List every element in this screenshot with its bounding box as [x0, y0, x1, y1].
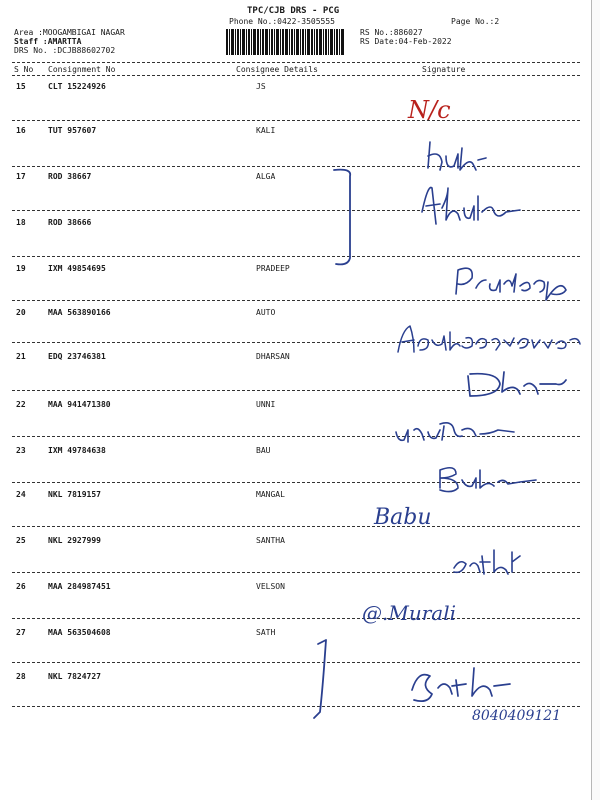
row-consignment: NKL 7824727 — [48, 672, 101, 681]
row-sno: 22 — [16, 400, 26, 409]
signature-21 — [468, 372, 566, 396]
row-sno: 20 — [16, 308, 26, 317]
row-consignment: EDQ 23746381 — [48, 352, 106, 361]
row-consignee: BAU — [256, 446, 271, 455]
col-header-consignee: Consignee Details — [236, 65, 318, 74]
row-sno: 27 — [16, 628, 26, 637]
row-consignment: MAA 284987451 — [48, 582, 111, 591]
signature-27-28 — [412, 668, 510, 701]
row-sno: 18 — [16, 218, 26, 227]
row-consignee: ALGA — [256, 172, 276, 181]
signature-25 — [454, 550, 520, 574]
page-edge-shadow — [591, 0, 600, 800]
row-sno: 26 — [16, 582, 26, 591]
row-sno: 15 — [16, 82, 26, 91]
row-consignment: MAA 941471380 — [48, 400, 111, 409]
signature-murali: @.Murali — [362, 601, 456, 625]
row-sno: 25 — [16, 536, 26, 545]
row-consignee: KALI — [256, 126, 276, 135]
row-consignee: SATH — [256, 628, 276, 637]
signature-17-18 — [422, 188, 520, 225]
phone-number: Phone No.:0422-3505555 — [229, 17, 335, 26]
row-consignment: ROD 38667 — [48, 172, 92, 181]
signature-22 — [396, 423, 514, 442]
row-consignee: VELSON — [256, 582, 285, 591]
row-consignee: DHARSAN — [256, 352, 290, 361]
col-header-sno: S No — [14, 65, 34, 74]
row-consignee: UNNI — [256, 400, 276, 409]
row-sno: 19 — [16, 264, 26, 273]
document-title: TPC/CJB DRS - PCG — [247, 6, 340, 16]
row-sno: 28 — [16, 672, 26, 681]
row-consignment: ROD 38666 — [48, 218, 92, 227]
row-sno: 23 — [16, 446, 26, 455]
row-sno: 17 — [16, 172, 26, 181]
signature-20 — [398, 326, 580, 352]
rs-number-field: RS No.:886027 — [360, 28, 423, 37]
staff-field: Staff :AMARTTA — [14, 37, 82, 46]
row-sno: 24 — [16, 490, 26, 499]
signature-phone-number: 8040409121 — [472, 708, 562, 724]
signature-16 — [428, 142, 486, 170]
area-field: Area :MOOGAMBIGAI NAGAR — [14, 28, 125, 37]
row-consignee: MANGAL — [256, 490, 285, 499]
row-consignment: CLT 15224926 — [48, 82, 106, 91]
row-sno: 16 — [16, 126, 26, 135]
row-consignee: SANTHA — [256, 536, 285, 545]
row-consignment: NKL 2927999 — [48, 536, 101, 545]
drs-number-field: DRS No. :DCJB88602702 — [14, 46, 116, 55]
col-header-signature: Signature — [422, 65, 466, 74]
signature-nc: N/c — [408, 96, 451, 124]
row-consignment: MAA 563890166 — [48, 308, 111, 317]
row-consignment: IXM 49784638 — [48, 446, 106, 455]
col-header-consignment: Consignment No — [48, 65, 116, 74]
signature-19 — [456, 268, 566, 300]
rs-date-field: RS Date:04-Feb-2022 — [360, 37, 452, 46]
row-consignee: AUTO — [256, 308, 276, 317]
row-consignment: TUT 957607 — [48, 126, 97, 135]
row-consignment: NKL 7819157 — [48, 490, 101, 499]
row-consignment: IXM 49854695 — [48, 264, 106, 273]
row-consignee: PRADEEP — [256, 264, 290, 273]
signature-babu: Babu — [374, 505, 432, 530]
row-consignment: MAA 563504608 — [48, 628, 111, 637]
page-number: Page No.:2 — [451, 17, 500, 26]
row-consignee: JS — [256, 82, 266, 91]
row-sno: 21 — [16, 352, 26, 361]
bracket-27-28 — [314, 640, 326, 718]
signature-23 — [440, 468, 536, 492]
bracket-17-18 — [334, 170, 350, 265]
